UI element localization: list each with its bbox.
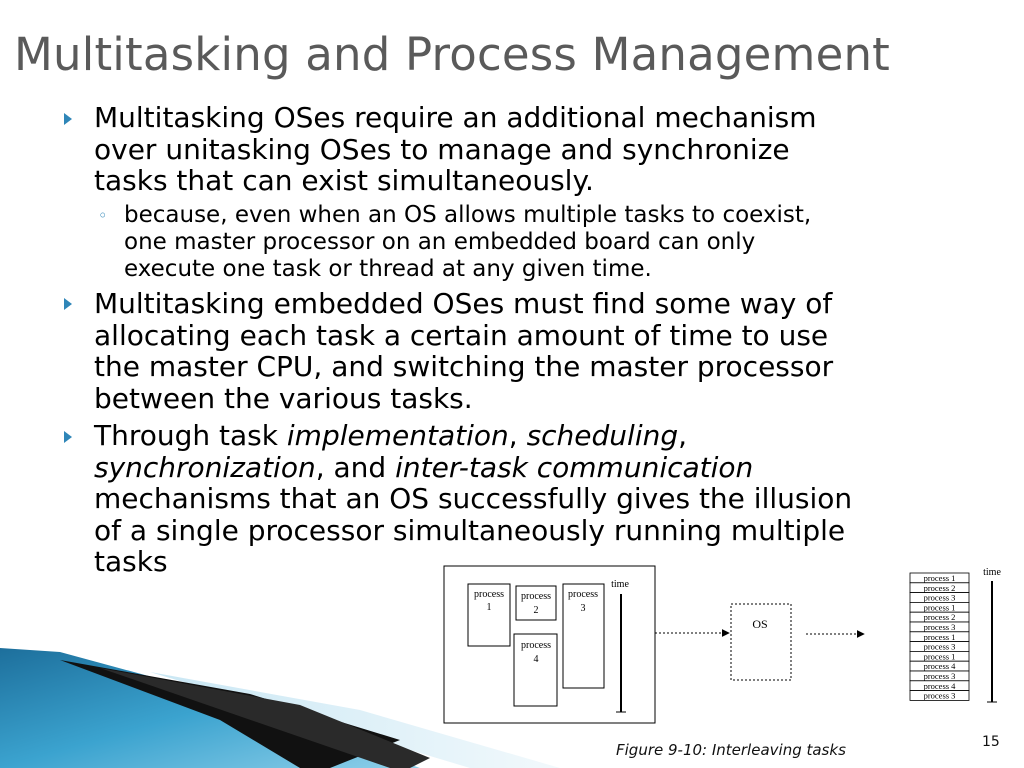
schedule-slot-label: process 2 <box>923 582 956 593</box>
term-inter-task-communication: inter-task communication <box>395 450 754 484</box>
process-4-label: process <box>521 640 551 651</box>
term-synchronization: synchronization <box>94 450 316 484</box>
sub-bullet-line-1: because, even when an OS allows multiple tasks to coexist, <box>124 202 812 228</box>
os-label: OS <box>752 617 768 631</box>
schedule-slot-label: process 3 <box>923 592 956 603</box>
bullet-3-line-1: Through task implementation, scheduling, <box>94 419 688 452</box>
schedule-slot-label: process 1 <box>923 573 956 583</box>
sub-bullet-line-2: one master processor on an embedded board can only <box>124 229 756 255</box>
bullet-3-line-4: of a single processor simultaneously running multiple <box>94 513 846 547</box>
process-3-number: 3 <box>580 603 586 614</box>
sub-bullet-circle-icon: ◦ <box>98 206 108 225</box>
bullet-2-line-2: allocating each task a certain amount of time to use <box>94 318 829 352</box>
bullet-3-line-3: mechanisms that an OS successfully gives the illusion <box>94 482 853 515</box>
bullet-1-line-2: over unitasking OSes to manage and synchronize <box>94 132 790 166</box>
schedule-slot-label: process 4 <box>923 680 956 691</box>
slide-title: Multitasking and Process Management <box>14 28 891 81</box>
bullet-3-line-2: synchronization, and inter-task communication <box>94 450 754 484</box>
bullet-2-line-4: between the various tasks. <box>94 381 473 415</box>
bullet-2-line-1: Multitasking embedded OSes must find some way of <box>94 287 833 320</box>
term-implementation: implementation <box>286 419 509 452</box>
process-3-label: process <box>568 589 598 600</box>
time-label-right: time <box>983 567 1001 578</box>
schedule-slot-label: process 1 <box>923 602 956 613</box>
page-number: 15 <box>982 734 1000 750</box>
os-box <box>731 604 791 680</box>
bullet-3-line-5: tasks <box>94 545 168 578</box>
schedule-slot-label: process 1 <box>923 631 956 642</box>
schedule-slot-label: process 1 <box>923 651 956 662</box>
time-label-left: time <box>611 579 629 590</box>
schedule-slot-label: process 2 <box>923 612 956 623</box>
schedule-slot-label: process 3 <box>923 671 956 681</box>
process-1-number: 1 <box>486 602 492 613</box>
sub-bullet-line-3: execute one task or thread at any given time. <box>124 256 652 282</box>
process-2-label: process <box>521 591 551 602</box>
term-scheduling: scheduling <box>526 419 679 452</box>
bullet-1-line-3: tasks that can exist simultaneously. <box>94 164 594 197</box>
schedule-slot-label: process 4 <box>923 661 956 672</box>
bullet-2-line-3: the master CPU, and switching the master processor <box>94 350 834 383</box>
process-2-number: 2 <box>533 605 539 616</box>
process-4-number: 4 <box>533 654 539 665</box>
schedule-list <box>910 573 969 701</box>
figure-caption: Figure 9-10: Interleaving tasks <box>616 741 846 759</box>
schedule-slot-label: process 3 <box>923 641 956 652</box>
schedule-slot-label: process 3 <box>923 622 956 632</box>
bullet-1-line-1: Multitasking OSes require an additional mechanism <box>94 101 817 134</box>
process-1-label: process <box>474 589 504 600</box>
schedule-slot-label: process 3 <box>923 690 956 701</box>
